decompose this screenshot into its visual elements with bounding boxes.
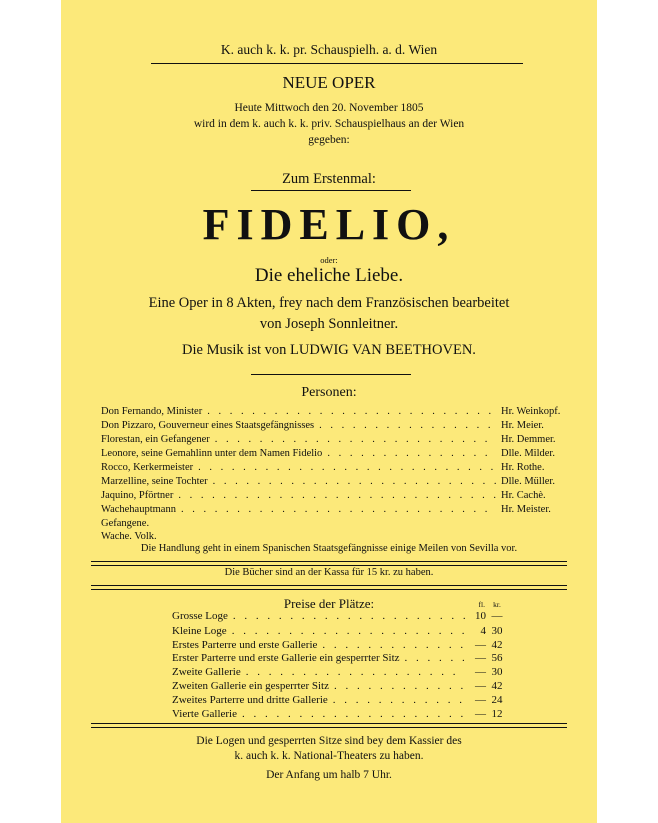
opera-subtitle: Die eheliche Liebe.: [254, 265, 404, 286]
leader-dots: [322, 639, 465, 652]
price-row: [172, 694, 508, 707]
personen-heading: Personen:: [301, 385, 357, 400]
cast-role: Marzelline, seine Tochter: [101, 476, 208, 487]
playbill: [61, 0, 597, 823]
seat-label: Grosse Loge: [172, 610, 228, 622]
oder-label: oder:: [320, 255, 338, 265]
extras-guard: Wache. Volk.: [101, 531, 157, 542]
leader-dots: [246, 666, 465, 679]
seat-label: Zweiten Gallerie ein gesperrter Sitz: [172, 680, 329, 692]
cast-row: [101, 475, 563, 488]
cast-performer: Hr. Cachè.: [501, 490, 546, 501]
first-time-rule: [251, 190, 411, 191]
price-kr: 42: [491, 639, 503, 651]
cast-role: Rocco, Kerkermeister: [101, 462, 194, 473]
price-fl: —: [475, 694, 486, 706]
cast-role: Leonore, seine Gemahlinn unter dem Namen Fidelio: [101, 448, 323, 459]
description-line-2: von Joseph Sonnleitner.: [259, 316, 399, 332]
price-kr: 30: [491, 625, 503, 637]
price-row: [172, 610, 508, 623]
price-fl: —: [475, 652, 486, 664]
cast-row: [101, 405, 563, 418]
price-row: [172, 625, 508, 638]
price-row: [172, 652, 508, 665]
price-fl: —: [475, 639, 486, 651]
price-kr: —: [491, 610, 503, 622]
cast-performer: Hr. Rothe.: [501, 462, 545, 473]
theater-header: K. auch k. k. pr. Schauspielh. a. d. Wien: [220, 42, 438, 57]
leader-dots: [215, 433, 496, 446]
cast-row: [101, 447, 563, 460]
price-row: [172, 680, 508, 693]
kr-column-header: kr.: [493, 600, 501, 609]
books-line: Die Bücher sind an der Kassa für 15 kr. zu haben.: [224, 567, 434, 578]
cast-role: Don Pizzaro, Gouverneur eines Staatsgefängnisses: [101, 420, 315, 431]
price-fl: —: [475, 680, 486, 692]
leader-dots: [333, 694, 465, 707]
header-rule: [151, 63, 523, 64]
leader-dots: [181, 503, 496, 516]
price-fl: 10: [475, 610, 486, 622]
cast-performer: Hr. Weinkopf.: [501, 406, 561, 417]
leader-dots: [207, 405, 496, 418]
seat-label: Vierte Gallerie: [172, 708, 237, 720]
cast-role: Jaquino, Pförtner: [101, 490, 174, 501]
price-fl: —: [475, 666, 486, 678]
cast-row: [101, 419, 563, 432]
leader-dots: [327, 447, 496, 460]
price-kr: 12: [491, 708, 503, 720]
leader-dots: [232, 625, 465, 638]
first-time-label: Zum Erstenmal:: [282, 171, 376, 187]
double-rule: [91, 585, 567, 590]
price-row: [172, 708, 508, 721]
price-kr: 30: [491, 666, 503, 678]
music-credit: Die Musik ist von LUDWIG VAN BEETHOVEN.: [182, 342, 476, 358]
price-row: [172, 666, 508, 679]
seat-label: Erster Parterre und erste Gallerie ein gesperrter Sitz: [172, 652, 400, 664]
cast-performer: Hr. Demmer.: [501, 434, 556, 445]
footer-line-2: k. auch k. k. National-Theaters zu haben.: [234, 750, 424, 762]
cast-performer: Hr. Meister.: [501, 504, 551, 515]
cast-row: [101, 503, 563, 516]
cast-performer: Dlle. Milder.: [501, 448, 555, 459]
neue-oper-heading: NEUE OPER: [282, 73, 376, 92]
cast-row: [101, 461, 563, 474]
double-rule: [91, 723, 567, 728]
leader-dots: [242, 708, 465, 721]
description-line-1: Eine Oper in 8 Akten, frey nach dem Französischen bearbeitet: [148, 295, 510, 311]
extras-prisoners: Gefangene.: [101, 518, 150, 529]
leader-dots: [178, 489, 496, 502]
price-kr: 42: [491, 680, 503, 692]
start-time: Der Anfang um halb 7 Uhr.: [266, 769, 392, 781]
leader-dots: [233, 610, 465, 623]
given-line: gegeben:: [308, 134, 350, 146]
leader-dots: [405, 652, 465, 665]
price-kr: 24: [491, 694, 503, 706]
seat-label: Kleine Loge: [172, 625, 227, 637]
cast-row: [101, 489, 563, 502]
cast-role: Florestan, ein Gefangener: [101, 434, 210, 445]
cast-role: Don Fernando, Minister: [101, 406, 203, 417]
cast-performer: Dlle. Müller.: [501, 476, 555, 487]
credit-rule: [251, 374, 411, 375]
leader-dots: [334, 680, 465, 693]
seat-label: Zweite Gallerie: [172, 666, 241, 678]
price-fl: —: [475, 708, 486, 720]
date-line: Heute Mittwoch den 20. November 1805: [234, 102, 424, 114]
seat-label: Zweites Parterre und dritte Gallerie: [172, 694, 328, 706]
leader-dots: [319, 419, 496, 432]
price-kr: 56: [491, 652, 503, 664]
fl-column-header: fl.: [478, 600, 485, 609]
price-fl: 4: [480, 625, 486, 637]
leader-dots: [198, 461, 496, 474]
footer-line-1: Die Logen und gesperrten Sitze sind bey dem Kassier des: [196, 735, 462, 747]
leader-dots: [213, 475, 496, 488]
seat-label: Erstes Parterre und erste Gallerie: [172, 639, 318, 651]
setting-line: Die Handlung geht in einem Spanischen Staatsgefängnisse einige Meilen von Sevilla vor.: [140, 543, 518, 554]
theater-line: wird in dem k. auch k. k. priv. Schauspielhaus an der Wien: [193, 118, 465, 130]
cast-role: Wachehauptmann: [101, 504, 176, 515]
price-row: [172, 639, 508, 652]
cast-performer: Hr. Meier.: [501, 420, 544, 431]
double-rule: [91, 561, 567, 566]
opera-title: FIDELIO,: [202, 200, 456, 249]
prices-heading: Preise der Plätze:: [283, 596, 375, 611]
cast-row: [101, 433, 563, 446]
